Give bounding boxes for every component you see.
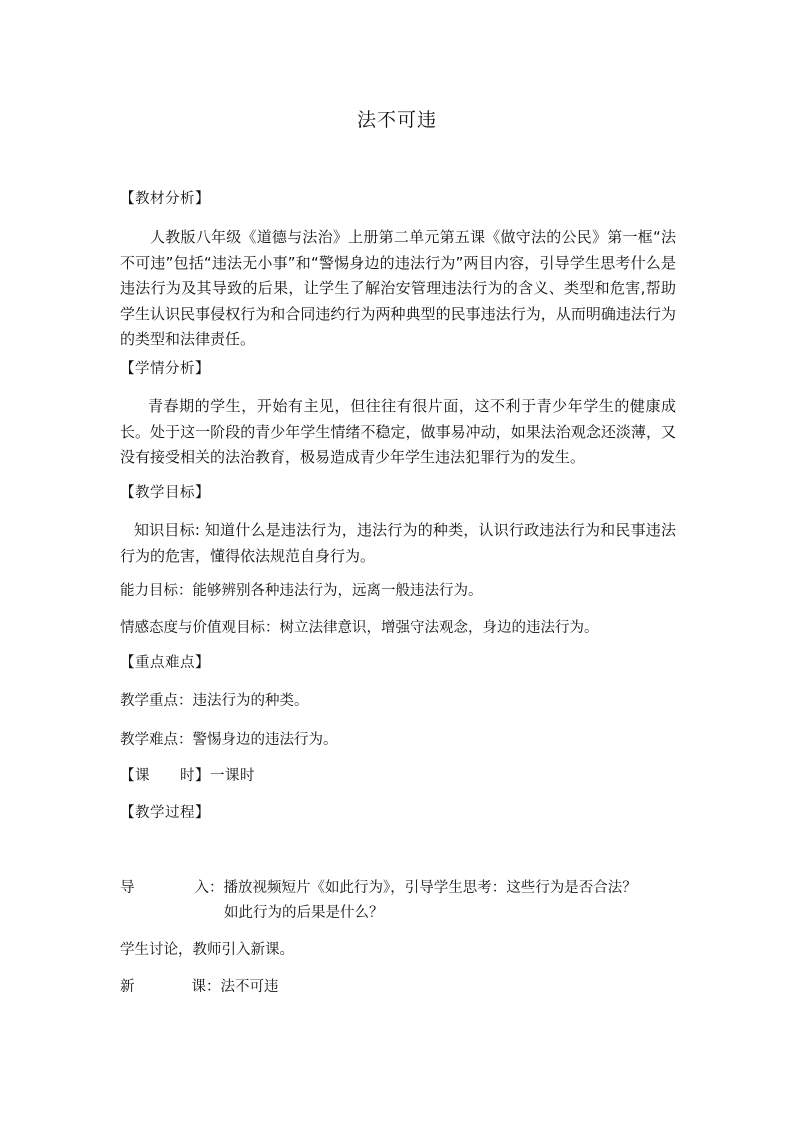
section-heading-key-points: 【重点难点】 <box>120 655 210 671</box>
section-heading-teaching-goals: 【教学目标】 <box>120 485 210 501</box>
teaching-focus: 教学重点：违法行为的种类。 <box>120 693 309 709</box>
emotion-goal: 情感态度与价值观目标：树立法律意识，增强守法观念，身边的违法行为。 <box>120 620 599 636</box>
new-label-right: 课： <box>191 979 221 995</box>
intro-label-right: 入： <box>194 880 224 896</box>
teaching-difficulty: 教学难点：警惕身边的违法行为。 <box>120 732 338 748</box>
page-title: 法不可违 <box>356 109 437 131</box>
intro-text-line2: 如此行为的后果是什么？ <box>224 905 384 921</box>
section-heading-learner-analysis: 【学情分析】 <box>120 361 210 377</box>
section-heading-textbook-analysis: 【教材分析】 <box>120 191 210 207</box>
section-heading-process: 【教学过程】 <box>120 805 210 821</box>
class-hours-label-right: 时】 <box>180 768 210 784</box>
textbook-analysis-body: 人教版八年级《道德与法治》上册第二单元第五课《做守法的公民》第一框“法不可违”包括“违法无小事”和“警惕身边的违法行为”两目内容，引导学生思考什么是违法行为及其导致的后果，让学生了解治安管理违法行为的含义、类型和危害,帮助学生认识民事侵权行为和合同违约行为两种典型的民事违法行为，从而明确违法行为的类型和法律责任。 <box>120 228 676 348</box>
class-hours-label-left: 【课 <box>120 768 150 784</box>
intro-line <box>120 881 637 896</box>
ability-goal: 能力目标：能够辨别各种违法行为，远离一般违法行为。 <box>120 583 483 599</box>
intro-text-line1: 播放视频短片《如此行为》，引导学生思考：这些行为是否合法？ <box>223 880 637 896</box>
student-discussion: 学生讨论，教师引入新课。 <box>120 942 294 958</box>
intro-label-left: 导 <box>120 880 135 896</box>
class-hours-value: 一课时 <box>210 768 255 784</box>
learner-analysis-body: 青春期的学生，开始有主见，但往往有很片面，这不利于青少年学生的健康成长。处于这一阶段的青少年学生情绪不稳定，做事易冲动，如果法治观念还淡薄，又没有接受相关的法治教育，极易造成青少年学生违法犯罪行为的发生。 <box>120 397 676 466</box>
class-hours-line <box>120 769 255 784</box>
new-lesson-value: 法不可违 <box>220 979 279 995</box>
new-lesson-line <box>120 980 279 995</box>
new-label-left: 新 <box>120 979 135 995</box>
knowledge-goal: 知识目标: 知道什么是违法行为，违法行为的种类，认识行政违法行为和民事违法行为的危害，懂得依法规范自身行为。 <box>120 521 676 565</box>
